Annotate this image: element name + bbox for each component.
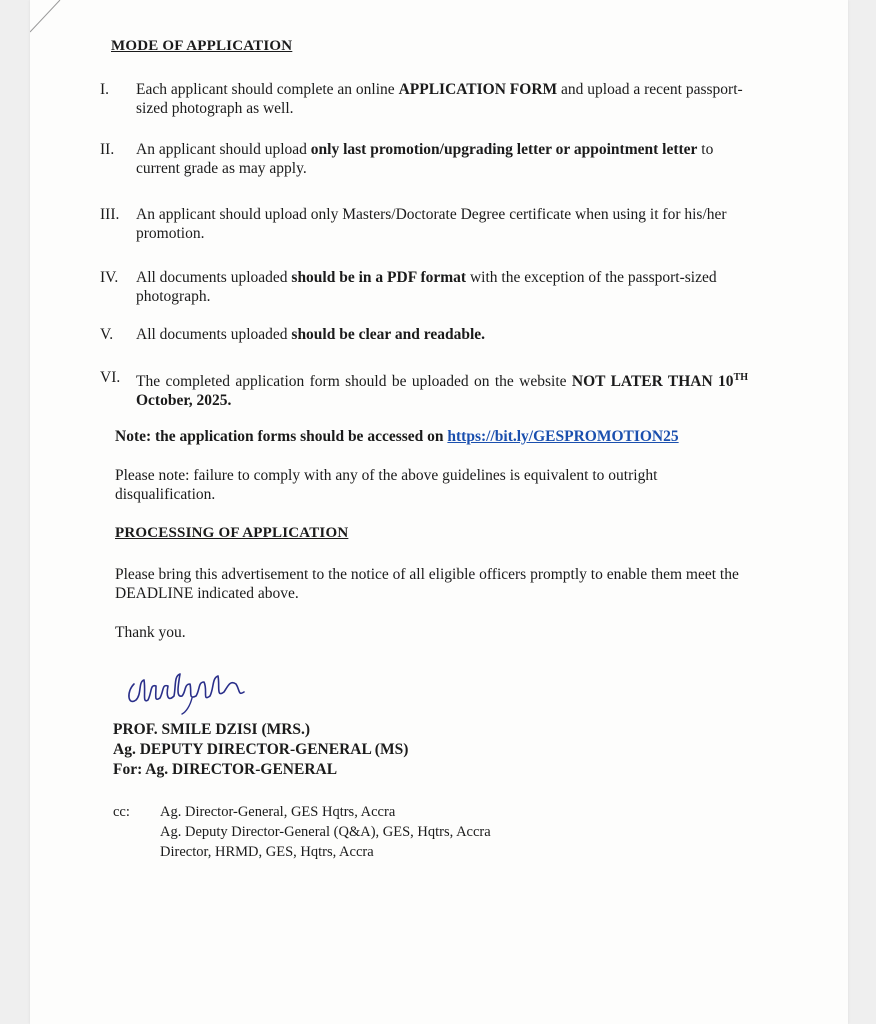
body-text: with the exception of the passport-sized photograph. xyxy=(136,269,717,305)
body-text: All documents uploaded xyxy=(136,326,292,343)
item-text xyxy=(136,368,748,410)
signatory-name: PROF. SMILE DZISI (MRS.) xyxy=(113,721,311,738)
processing-heading: PROCESSING OF APPLICATION xyxy=(115,525,349,541)
item-text xyxy=(136,80,748,118)
body-text: and upload a recent passport-sized photograph as well. xyxy=(136,81,743,117)
mode-of-application-heading: MODE OF APPLICATION xyxy=(111,38,293,54)
item-text xyxy=(136,205,748,243)
item-number: VI. xyxy=(100,369,121,386)
cc-label: cc: xyxy=(113,804,130,820)
cc-line: Ag. Director-General, GES Hqtrs, Accra xyxy=(160,804,396,820)
thank-you-text: Thank you. xyxy=(115,624,186,641)
cc-line: Director, HRMD, GES, Hqtrs, Accra xyxy=(160,844,374,860)
cc-list xyxy=(160,802,610,862)
item-text xyxy=(136,325,748,344)
item-number: II. xyxy=(100,141,115,158)
please-note-paragraph: Please note: failure to comply with any of the above guidelines is equivalent to outright disqualification. xyxy=(115,467,658,503)
processing-paragraph: Please bring this advertisement to the notice of all eligible officers promptly to enable them meet the DEADLINE indicated above. xyxy=(115,566,739,602)
item-number: III. xyxy=(100,206,120,223)
signature-image xyxy=(120,662,260,720)
signatory-for: For: Ag. DIRECTOR-GENERAL xyxy=(113,761,338,778)
page-fold-mark xyxy=(30,0,90,40)
item-number: V. xyxy=(100,326,114,343)
emphasis-text: TH xyxy=(733,372,749,383)
signatory-block xyxy=(113,720,408,780)
signatory-title: Ag. DEPUTY DIRECTOR-GENERAL (MS) xyxy=(113,741,409,758)
body-text: An applicant should upload only Masters/Doctorate Degree certificate when using it for his/her promotion. xyxy=(136,206,727,242)
emphasis-text: October, 2025. xyxy=(136,392,232,410)
body-text: to current grade as may apply. xyxy=(136,141,714,177)
emphasis-text: only last promotion/upgrading letter or appointment letter xyxy=(310,141,698,158)
note-prefix: Note: the application forms should be accessed on xyxy=(115,428,448,445)
item-number: I. xyxy=(100,81,110,98)
application-form-link[interactable]: https://bit.ly/GESPROMOTION25 xyxy=(447,428,679,445)
body-text: Each applicant should complete an online xyxy=(136,81,399,98)
emphasis-text: should be in a PDF format xyxy=(291,269,467,286)
emphasis-text: APPLICATION FORM xyxy=(398,81,558,98)
item-text xyxy=(136,140,748,178)
body-text: All documents uploaded xyxy=(136,269,292,286)
cc-line: Ag. Deputy Director-General (Q&A), GES, Hqtrs, Accra xyxy=(160,824,491,840)
item-text xyxy=(136,268,748,306)
body-text: The completed application form should be uploaded on the website xyxy=(136,373,572,391)
emphasis-text: should be clear and readable. xyxy=(291,326,486,343)
body-text: An applicant should upload xyxy=(136,141,311,158)
item-number: IV. xyxy=(100,269,119,286)
emphasis-text: NOT LATER THAN 10 xyxy=(571,373,734,391)
note-line xyxy=(115,427,745,446)
